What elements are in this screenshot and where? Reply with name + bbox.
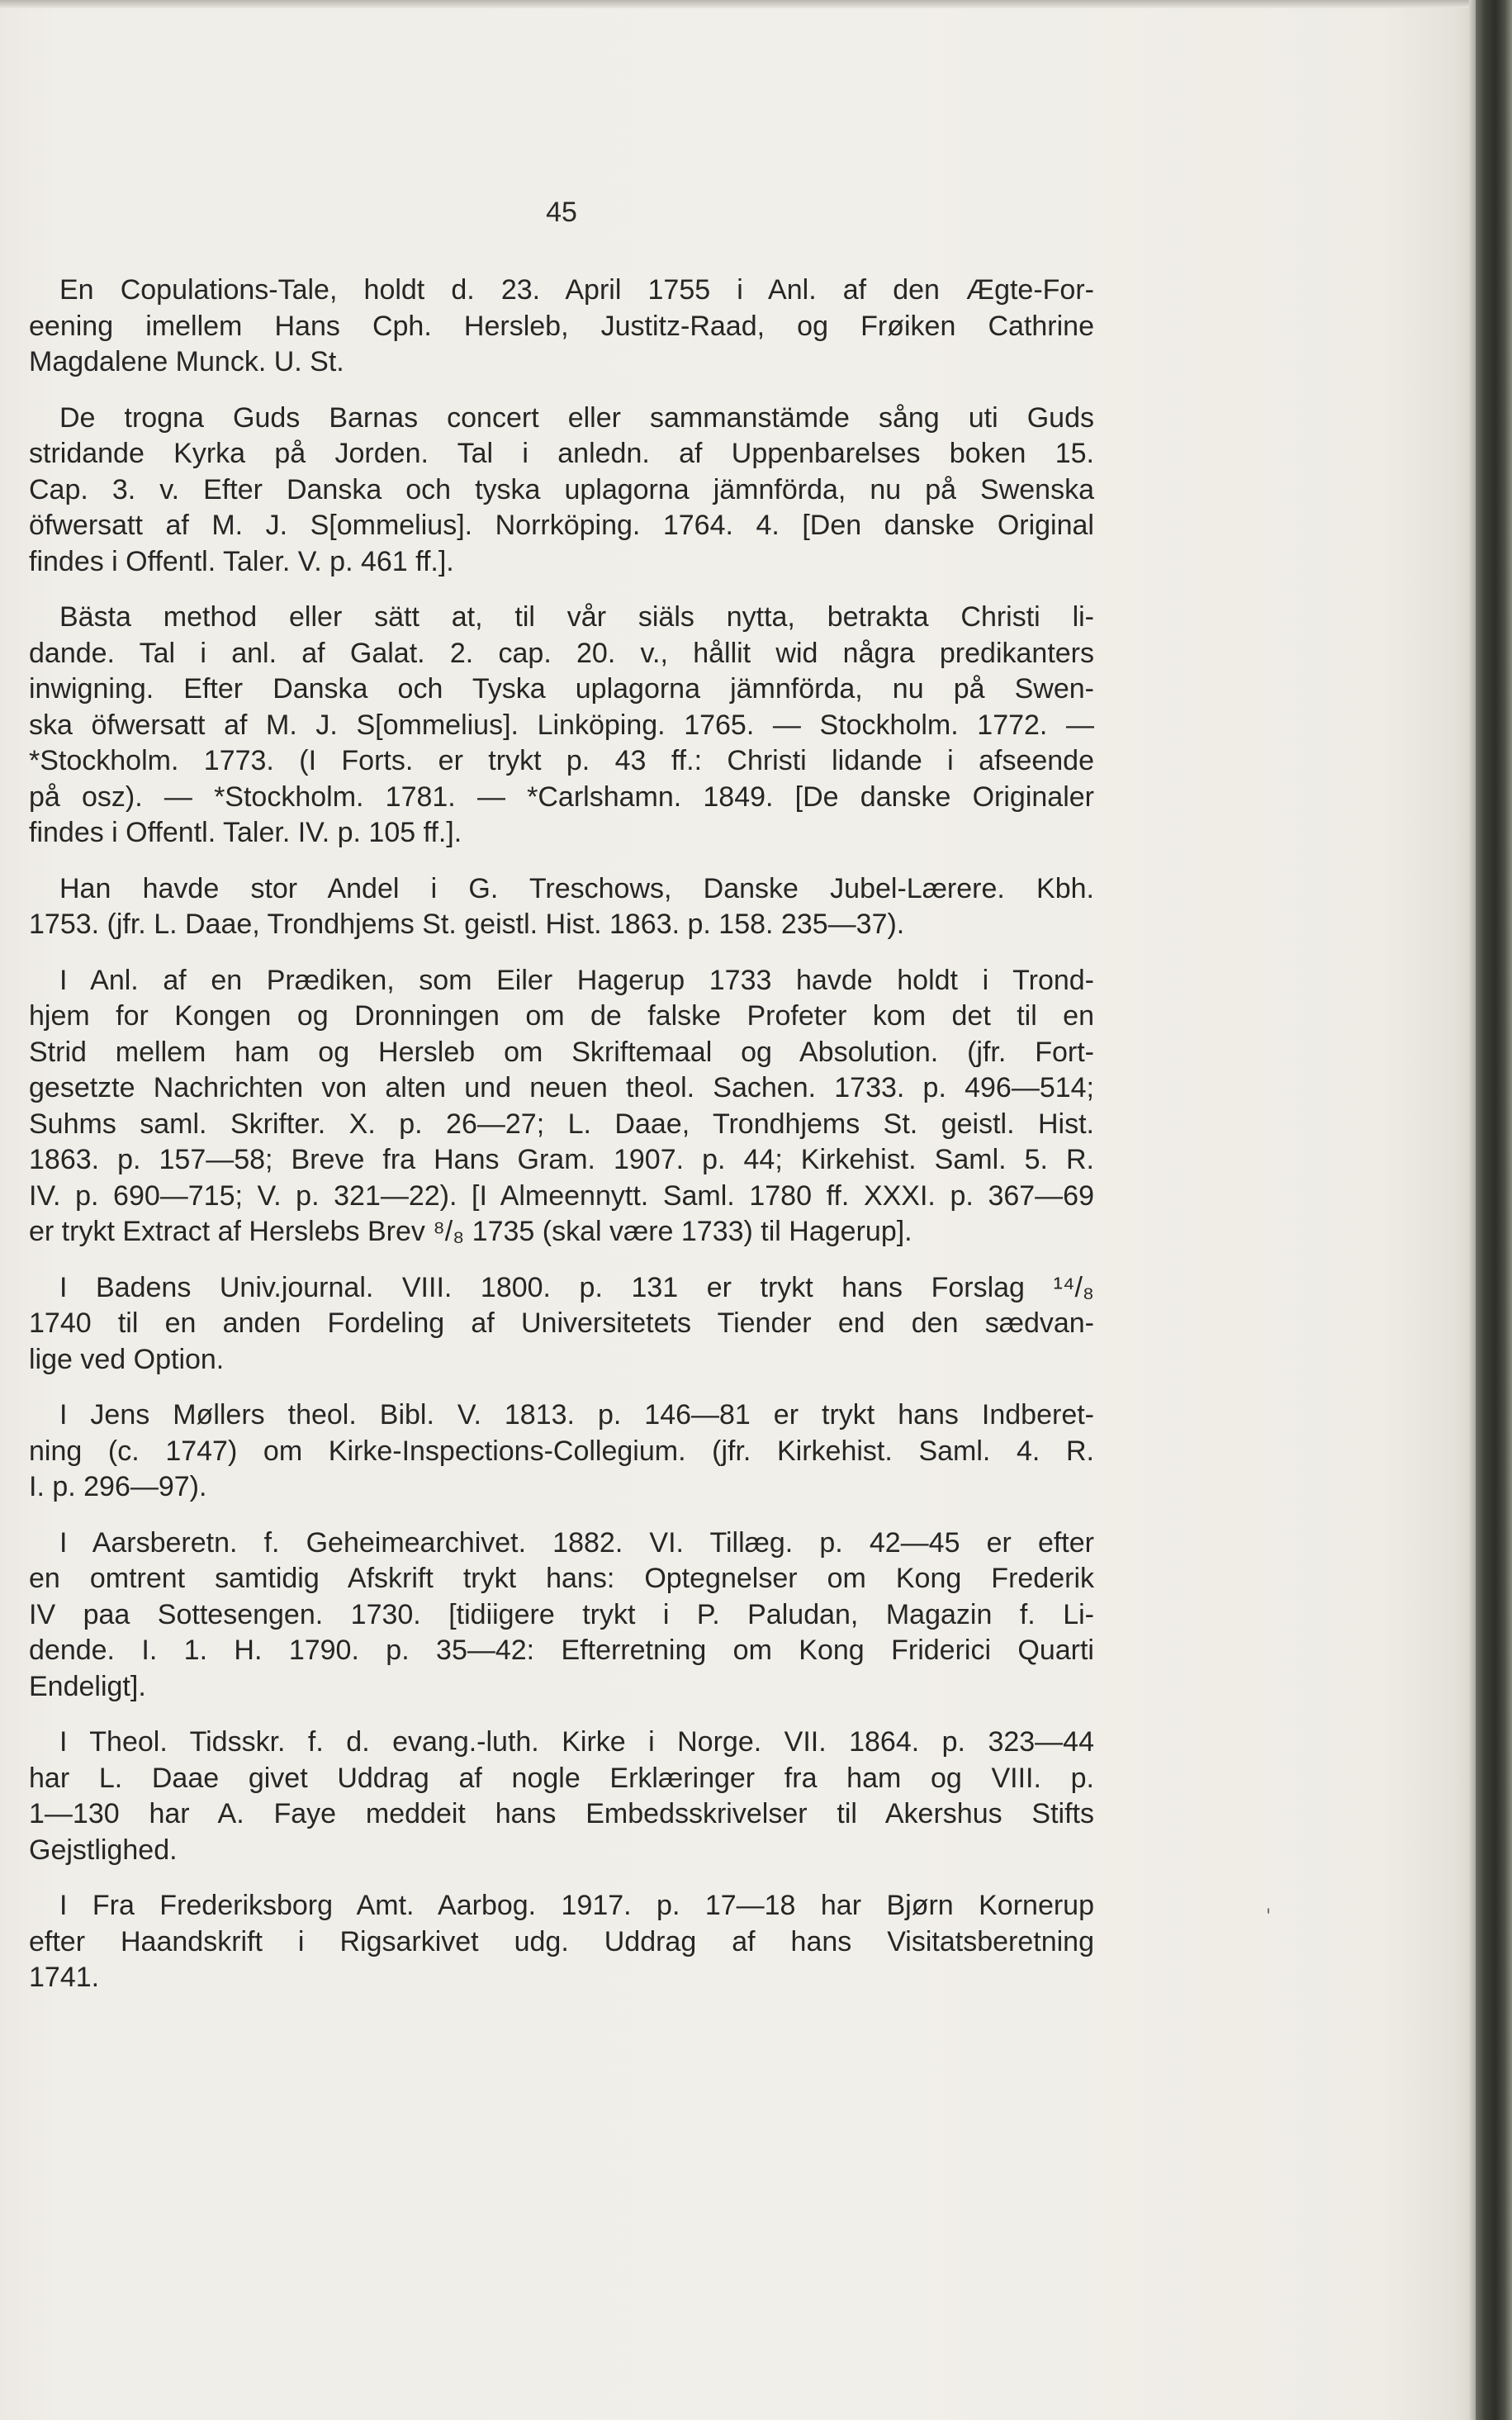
- text-line: I Anl. af en Prædiken, som Eiler Hagerup 1733 havde holdt i Trond-: [59, 964, 1094, 996]
- text-line: er trykt Extract af Herslebs Brev ⁸/₈ 1735 (skal være 1733) til Hagerup].: [29, 1216, 912, 1247]
- paragraph: [29, 1397, 1094, 1506]
- paragraph: [29, 1725, 1094, 1868]
- paragraph: [29, 1888, 1094, 1996]
- text-line: En Copulations-Tale, holdt d. 23. April 1755 i Anl. af den Ægte-For-: [59, 274, 1094, 306]
- text-line: I Aarsberetn. f. Geheimearchivet. 1882. VI. Tillæg. p. 42—45 er efter: [59, 1526, 1094, 1559]
- text-line: 1863. p. 157—58; Breve fra Hans Gram. 1907. p. 44; Kirkehist. Saml. 5. R.: [29, 1144, 1094, 1175]
- page-number: 45: [546, 197, 577, 228]
- text-line: dande. Tal i anl. af Galat. 2. cap. 20. v., hållit wid några predikanters: [29, 637, 1094, 669]
- ink-speck-mark: ': [1266, 1906, 1272, 1927]
- text-line: De trogna Guds Barnas concert eller sammanstämde sång uti Guds: [59, 401, 1094, 434]
- text-line: stridande Kyrka på Jorden. Tal i anledn. af Uppenbarelses boken 15.: [29, 438, 1094, 469]
- text-line: gesetzte Nachrichten von alten und neuen theol. Sachen. 1733. p. 496—514;: [29, 1072, 1094, 1103]
- text-line: I Fra Frederiksborg Amt. Aarbog. 1917. p. 17—18 har Bjørn Kornerup: [59, 1890, 1094, 1921]
- paragraph: [29, 963, 1094, 1250]
- text-line: findes i Offentl. Taler. V. p. 461 ff.].: [29, 545, 454, 577]
- text-line: 1740 til en anden Fordeling af Universitetets Tiender end den sædvan-: [29, 1307, 1094, 1339]
- text-line: I Theol. Tidsskr. f. d. evang.-luth. Kirke i Norge. VII. 1864. p. 323—44: [59, 1726, 1094, 1758]
- text-line: en omtrent samtidig Afskrift trykt hans: Optegnelser om Kong Frederik: [29, 1563, 1094, 1594]
- text-line: ska öfwersatt af M. J. S[ommelius]. Linköping. 1765. — Stockholm. 1772. —: [29, 709, 1094, 741]
- book-spine-edge: [1469, 0, 1476, 2420]
- text-line: dende. I. 1. H. 1790. p. 35—42: Efterretning om Kong Friderici Quarti: [29, 1635, 1094, 1666]
- paragraph: [29, 1270, 1094, 1378]
- paragraph: [29, 1526, 1094, 1706]
- page-top-edge: [0, 0, 1486, 8]
- text-line: Magdalene Munck. U. St.: [29, 346, 344, 377]
- text-line: 1741.: [29, 1962, 100, 1993]
- text-line: Strid mellem ham og Hersleb om Skriftemaal og Absolution. (jfr. Fort-: [29, 1036, 1094, 1068]
- text-line: IV. p. 690—715; V. p. 321—22). [I Almeennytt. Saml. 1780 ff. XXXI. p. 367—69: [29, 1179, 1094, 1212]
- text-line: I Badens Univ.journal. VIII. 1800. p. 131 er trykt hans Forslag ¹⁴/₈: [59, 1271, 1094, 1303]
- text-line: Suhms saml. Skrifter. X. p. 26—27; L. Daae, Trondhjems St. geistl. Hist.: [29, 1108, 1094, 1140]
- body-text: [29, 273, 1094, 2016]
- text-line: Han havde stor Andel i G. Treschows, Danske Jubel-Lærere. Kbh.: [59, 872, 1094, 904]
- text-line: inwigning. Efter Danska och Tyska uplagorna jämnförda, nu på Swen-: [29, 673, 1094, 705]
- text-line: öfwersatt af M. J. S[ommelius]. Norrköping. 1764. 4. [Den danske Original: [29, 510, 1094, 541]
- text-line: Endeligt].: [29, 1670, 146, 1702]
- paragraph: [29, 600, 1094, 852]
- text-line: Cap. 3. v. Efter Danska och tyska uplagorna jämnförda, nu på Swenska: [29, 473, 1094, 505]
- text-line: på osz). — *Stockholm. 1781. — *Carlshamn. 1849. [De danske Originaler: [29, 781, 1094, 813]
- text-line: ning (c. 1747) om Kirke-Inspections-Collegium. (jfr. Kirkehist. Saml. 4. R.: [29, 1435, 1094, 1467]
- text-line: 1—130 har A. Faye meddeit hans Embedsskrivelser til Akershus Stifts: [29, 1798, 1094, 1829]
- paragraph: [29, 871, 1094, 943]
- paragraph: [29, 273, 1094, 381]
- book-spine: [1476, 0, 1512, 2420]
- text-line: lige ved Option.: [29, 1343, 225, 1375]
- text-line: efter Haandskrift i Rigsarkivet udg. Uddrag af hans Visitatsberetning: [29, 1925, 1094, 1957]
- text-line: I. p. 296—97).: [29, 1471, 207, 1502]
- text-line: Gejstlighed.: [29, 1834, 178, 1866]
- paragraph: [29, 401, 1094, 581]
- text-line: eening imellem Hans Cph. Hersleb, Justitz-Raad, og Frøiken Cathrine: [29, 310, 1094, 342]
- text-line: findes i Offentl. Taler. IV. p. 105 ff.].: [29, 817, 462, 848]
- text-line: 1753. (jfr. L. Daae, Trondhjems St. geistl. Hist. 1863. p. 158. 235—37).: [29, 909, 905, 940]
- text-line: I Jens Møllers theol. Bibl. V. 1813. p. 146—81 er trykt hans Indberet-: [59, 1399, 1094, 1431]
- text-line: Bästa method eller sätt at, til vår siäls nytta, betrakta Christi li-: [59, 601, 1094, 633]
- text-line: IV paa Sottesengen. 1730. [tidiigere trykt i P. Paludan, Magazin f. Li-: [29, 1598, 1094, 1630]
- text-line: hjem for Kongen og Dronningen om de falske Profeter kom det til en: [29, 1000, 1094, 1032]
- text-line: har L. Daae givet Uddrag af nogle Erklæringer fra ham og VIII. p.: [29, 1762, 1094, 1794]
- text-line: *Stockholm. 1773. (I Forts. er trykt p. 43 ff.: Christi lidande i afseende: [29, 745, 1094, 776]
